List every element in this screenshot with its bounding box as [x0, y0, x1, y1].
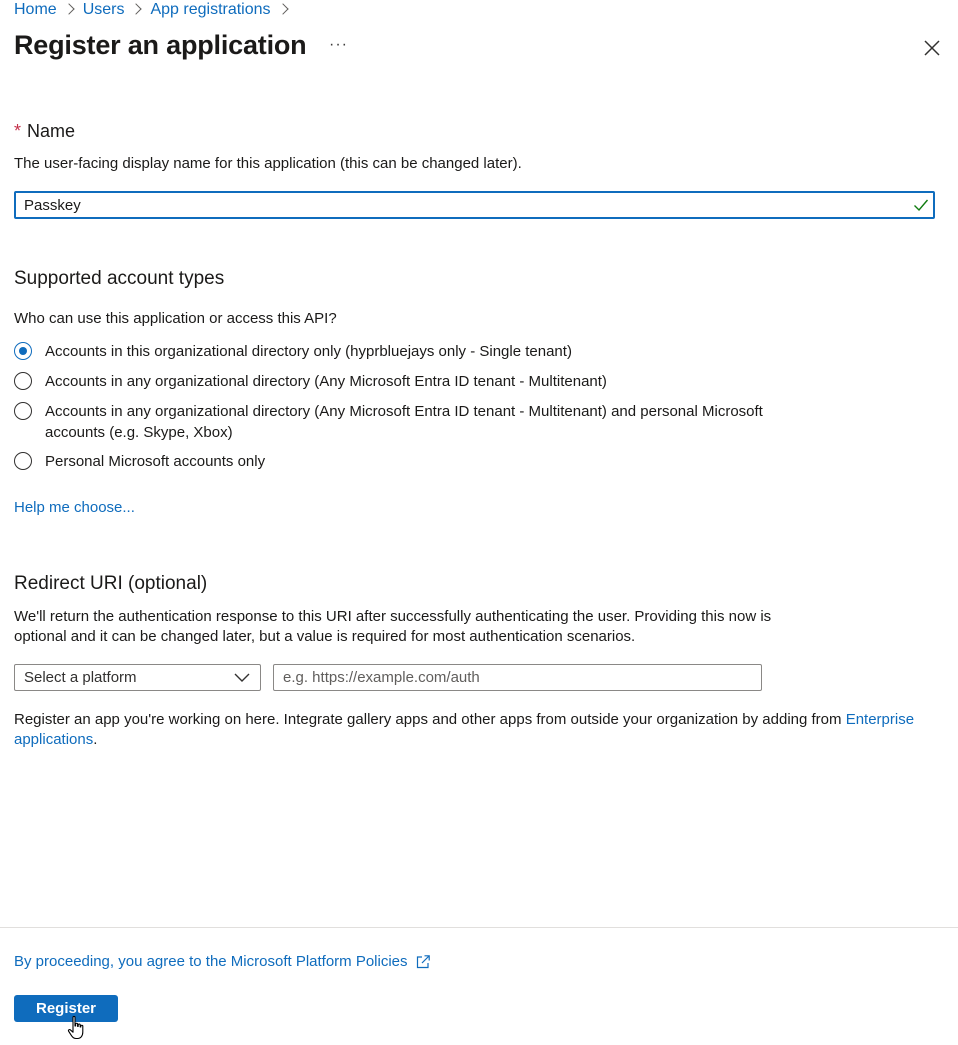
breadcrumb-app-registrations[interactable]: App registrations: [150, 1, 271, 18]
radio-button-selected[interactable]: [14, 342, 32, 360]
account-option-label: Accounts in any organizational directory (Any Microsoft Entra ID tenant - Multitenant) and personal Microsoft accounts (e.g. Skype, Xbox): [45, 403, 763, 441]
chevron-down-icon: [234, 671, 250, 683]
platform-select-value: Select a platform: [24, 669, 137, 686]
checkmark-icon: [913, 197, 929, 213]
account-option-single-tenant[interactable]: [14, 341, 785, 362]
account-option-label: Accounts in this organizational directory only (hyprbluejays only - Single tenant): [45, 343, 572, 360]
footer-divider: [0, 927, 958, 928]
breadcrumb-users[interactable]: Users: [82, 1, 125, 18]
account-types-question: Who can use this application or access this API?: [14, 310, 337, 327]
breadcrumb: [14, 0, 297, 20]
close-icon[interactable]: [921, 37, 943, 59]
external-link-icon: [415, 954, 431, 970]
required-mark: *: [14, 121, 22, 141]
redirect-uri-description: We'll return the authentication response to this URI after successfully authenticating the user. Providing this now is optional and it can be changed later, but a value is required for most authentication scenarios.: [14, 608, 772, 645]
account-option-personal-only[interactable]: [14, 451, 785, 472]
hand-pointer-cursor-icon: [66, 1015, 88, 1041]
account-option-label: Accounts in any organizational directory (Any Microsoft Entra ID tenant - Multitenant): [45, 373, 607, 390]
chevron-right-icon: [63, 3, 74, 14]
account-option-multitenant-personal[interactable]: [14, 401, 785, 443]
redirect-uri-title: Redirect URI (optional): [14, 573, 208, 594]
name-description: The user-facing display name for this application (this can be changed later).: [14, 155, 522, 172]
help-me-choose-link[interactable]: Help me choose...: [14, 499, 135, 516]
register-note-suffix: .: [93, 731, 98, 748]
register-note-text: Register an app you're working on here. Integrate gallery apps and other apps from outside your organization by adding from: [14, 711, 846, 728]
name-input-container: [14, 191, 935, 219]
redirect-uri-input[interactable]: [273, 664, 762, 691]
account-option-label: Personal Microsoft accounts only: [45, 453, 266, 470]
breadcrumb-home[interactable]: Home: [14, 1, 57, 18]
more-options-icon[interactable]: ···: [329, 36, 348, 53]
platform-policies-link[interactable]: [14, 953, 431, 970]
enterprise-applications-link[interactable]: Enterprise applications: [14, 711, 915, 748]
name-label-text: Name: [27, 121, 76, 141]
platform-select[interactable]: [14, 664, 261, 691]
radio-button[interactable]: [14, 402, 32, 420]
radio-button[interactable]: [14, 372, 32, 390]
page-title: Register an application: [14, 30, 307, 60]
platform-policies-text: By proceeding, you agree to the Microsoft Platform Policies: [14, 953, 408, 970]
account-types-title: Supported account types: [14, 268, 225, 289]
register-note: [14, 710, 934, 750]
radio-button[interactable]: [14, 452, 32, 470]
register-button[interactable]: Register: [14, 995, 118, 1022]
name-label: [14, 121, 75, 142]
name-input[interactable]: [16, 193, 884, 217]
chevron-right-icon: [277, 3, 288, 14]
account-option-multitenant[interactable]: [14, 371, 785, 392]
chevron-right-icon: [131, 3, 142, 14]
